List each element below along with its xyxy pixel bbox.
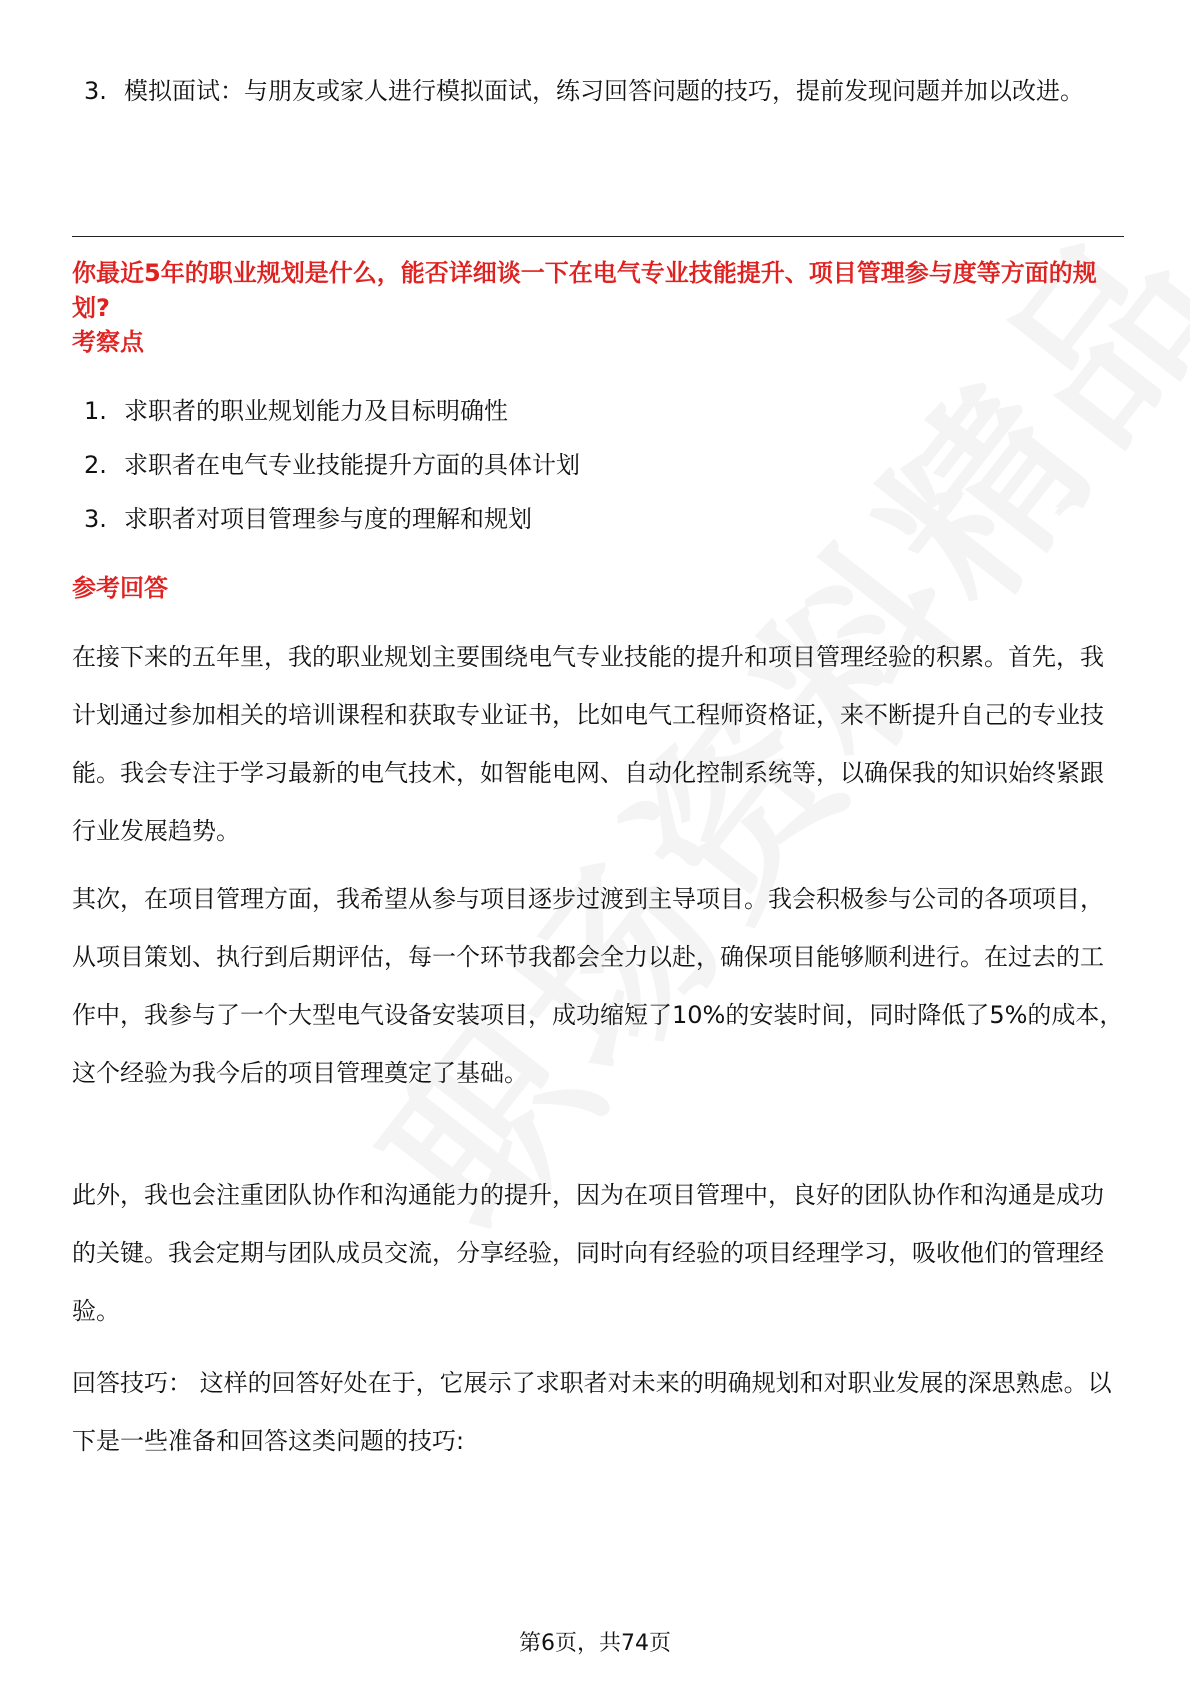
section-divider	[72, 236, 1124, 237]
interview-question: 你最近5年的职业规划是什么，能否详细谈一下在电气专业技能提升、项目管理参与度等方面的规划?	[72, 259, 1097, 322]
page-number-footer: 第6页，共74页	[519, 1631, 671, 1656]
list-item-text: 模拟面试：与朋友或家人进行模拟面试，练习回答问题的技巧，提前发现问题并加以改进。	[124, 77, 1084, 105]
answer-paragraph: 在接下来的五年里，我的职业规划主要围绕电气专业技能的提升和项目管理经验的积累。首先，我计划通过参加相关的培训课程和获取专业证书，比如电气工程师资格证，来不断提升自己的专业技能。我会专注于学习最新的电气技术，如智能电网、自动化控制系统等，以确保我的知识始终紧跟行业发展趋势。	[72, 643, 1104, 845]
answer-paragraph: 此外，我也会注重团队协作和沟通能力的提升，因为在项目管理中，良好的团队协作和沟通是成功的关键。我会定期与团队成员交流，分享经验，同时向有经验的项目经理学习，吸收他们的管理经验。	[72, 1181, 1104, 1325]
focus-item-text: 求职者在电气专业技能提升方面的具体计划	[124, 451, 580, 479]
answer-tips-paragraph: 回答技巧： 这样的回答好处在于，它展示了求职者对未来的明确规划和对职业发展的深思熟虑。以下是一些准备和回答这类问题的技巧:	[72, 1369, 1112, 1455]
focus-item-text: 求职者的职业规划能力及目标明确性	[124, 397, 508, 425]
focus-item-number: 2.	[84, 451, 107, 479]
answer-heading: 参考回答	[72, 574, 168, 602]
focus-item-number: 1.	[84, 397, 107, 425]
focus-item-number: 3.	[84, 505, 107, 533]
answer-paragraph: 其次，在项目管理方面，我希望从参与项目逐步过渡到主导项目。我会积极参与公司的各项项目，从项目策划、执行到后期评估，每一个环节我都会全力以赴，确保项目能够顺利进行。在过去的工作中，我参与了一个大型电气设备安装项目，成功缩短了10%的安装时间，同时降低了5%的成本，这个经验为我今后的项目管理奠定了基础。	[72, 885, 1124, 1087]
focus-item-text: 求职者对项目管理参与度的理解和规划	[124, 505, 532, 533]
focus-heading: 考察点	[72, 328, 144, 356]
list-item-number: 3.	[84, 77, 107, 105]
